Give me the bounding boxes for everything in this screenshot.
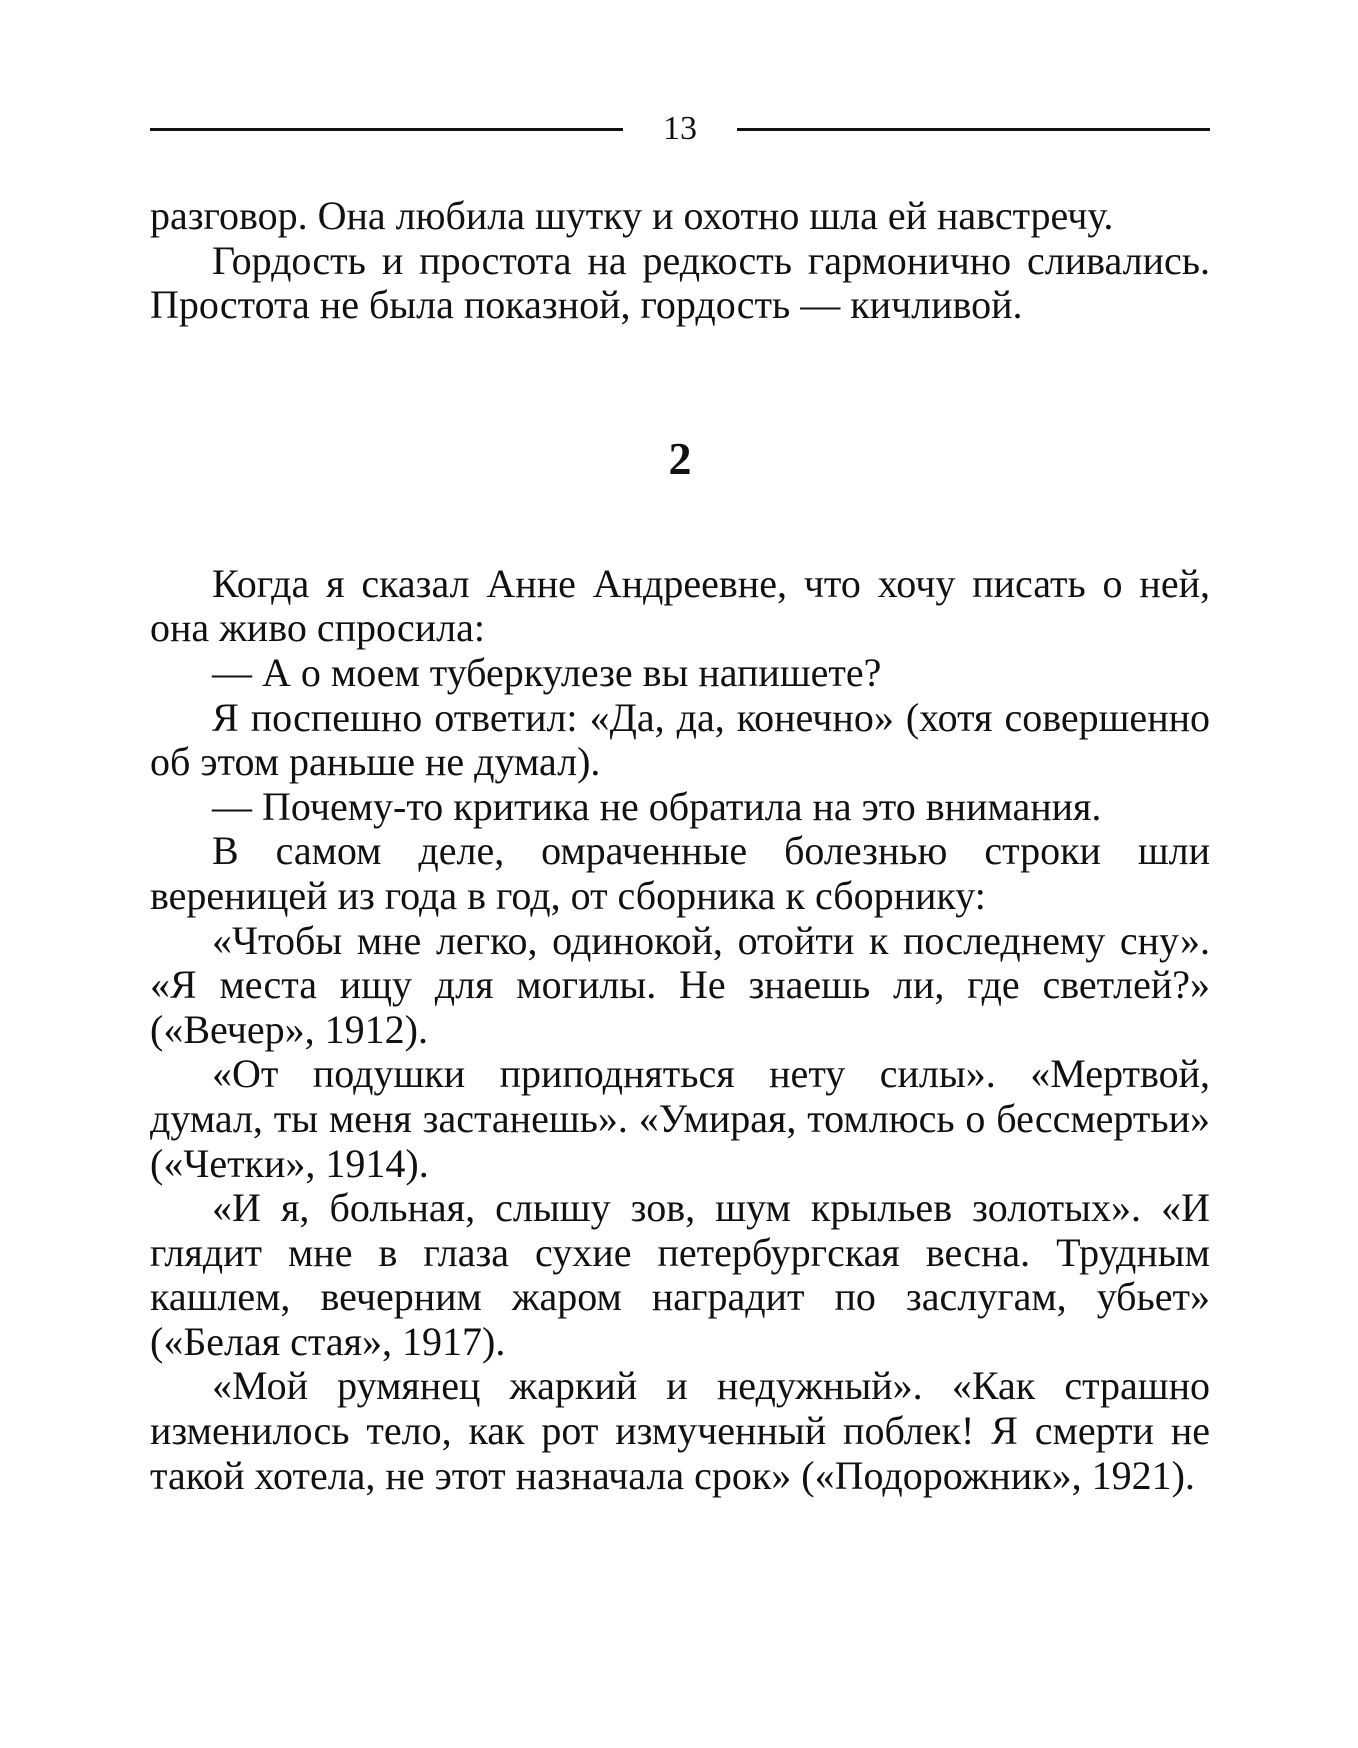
paragraph: «И я, больная, слышу зов, шум крыльев золотых». «И глядит мне в глаза сухие петербургская весна. Трудным кашлем, вечерним жаром наградит по заслугам, убьет» («Белая стая», 1917). (150, 1185, 1210, 1364)
paragraph: Я поспешно ответил: «Да, да, конечно» (хотя совершенно об этом раньше не думал). (150, 694, 1210, 785)
paragraph: «Мой румянец жаркий и недужный». «Как страшно изменилось тело, как рот измученный поблек! Я смерти не такой хотела, не этот назначала срок» («Подорожник», 1921). (150, 1363, 1210, 1498)
paragraph: Когда я сказал Анне Андреевне, что хочу писать о ней, она живо спросила: (150, 560, 1210, 651)
paragraph: «От подушки приподняться нету силы». «Мертвой, думал, ты меня застанешь». «Умирая, томлюсь о бессмертьи» («Четки», 1914). (150, 1051, 1210, 1186)
section-number: 2 (668, 432, 692, 484)
paragraph: разговор. Она любила шутку и охотно шла ей навстречу. (150, 193, 1114, 238)
page-number: 13 (663, 110, 697, 147)
header-rule-left (150, 128, 623, 131)
paragraph: — Почему-то критика не обратила на это внимания. (212, 783, 1102, 829)
header-rule-right (737, 128, 1210, 131)
text-before-section (150, 194, 1210, 328)
text-after-section (150, 562, 1210, 1498)
running-header (150, 108, 1210, 150)
book-page (150, 108, 1210, 1498)
paragraph: «Чтобы мне легко, одинокой, отойти к последнему сну». «Я места ищу для могилы. Не знаешь ли, где светлей?» («Вечер», 1912). (150, 917, 1210, 1052)
paragraph: Гордость и простота на редкость гармонично сливались. Простота не была показной, гордость — кичливой. (150, 237, 1210, 328)
paragraph: — А о моем туберкулезе вы напишете? (212, 649, 882, 695)
paragraph: В самом деле, омраченные болезнью строки шли вереницей из года в год, от сборника к сборнику: (150, 828, 1210, 918)
